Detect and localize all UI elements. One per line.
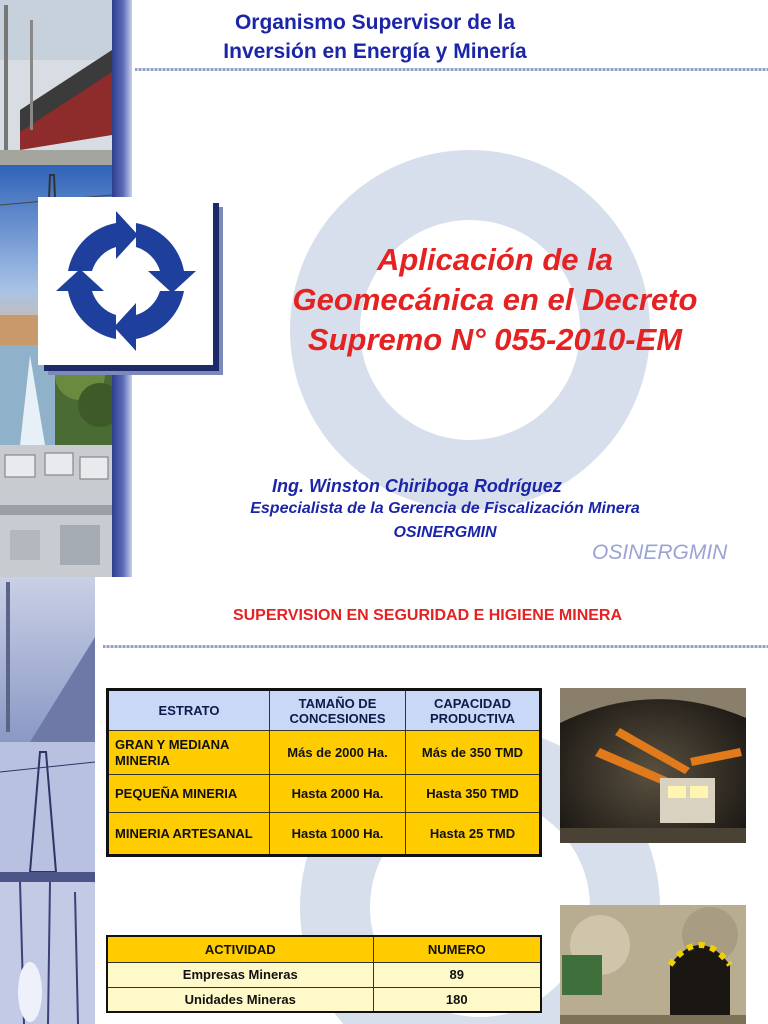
table-header-row — [108, 690, 541, 731]
table-row — [108, 731, 541, 775]
table-cell: Hasta 2000 Ha. — [270, 775, 406, 813]
column-header: TAMAÑO DE CONCESIONES — [270, 690, 406, 731]
column-header: CAPACIDAD PRODUCTIVA — [406, 690, 541, 731]
table-cell: Hasta 25 TMD — [406, 813, 541, 856]
slide-title: SUPERVISION EN SEGURIDAD E HIGIENE MINERA — [232, 607, 623, 624]
activity-table — [106, 935, 542, 1013]
circular-arrows-logo-icon — [38, 197, 213, 365]
trees-photo — [0, 882, 95, 1024]
table-cell: Empresas Mineras — [107, 962, 373, 987]
author-organization: OSINERGMIN — [393, 524, 497, 541]
author-role: Especialista de la Gerencia de Fiscalización Minera — [250, 500, 640, 517]
table-cell: Hasta 350 TMD — [406, 775, 541, 813]
office-photo — [0, 445, 112, 577]
header-divider — [135, 68, 768, 71]
column-header: ACTIVIDAD — [107, 936, 373, 962]
table-cell: Más de 2000 Ha. — [270, 731, 406, 775]
table-cell: Más de 350 TMD — [406, 731, 541, 775]
mining-drill-photo — [560, 688, 746, 843]
osinergmin-logo — [38, 197, 213, 365]
column-header: ESTRATO — [108, 690, 270, 731]
table-cell: Hasta 1000 Ha. — [270, 813, 406, 856]
port-photo — [0, 0, 112, 165]
watermark-label: OSINERGMIN — [592, 541, 728, 564]
tower-photo — [0, 742, 95, 882]
title-line-3: Supremo N° 055-2010-EM — [307, 322, 683, 357]
left-photo-strip — [0, 577, 95, 1024]
presentation-title — [250, 240, 740, 360]
table-row — [107, 987, 541, 1012]
title-line-1: Aplicación de la — [376, 242, 613, 277]
supervision-slide — [0, 577, 768, 1024]
table-header-row — [107, 936, 541, 962]
table-row — [108, 775, 541, 813]
author-name: Ing. Winston Chiriboga Rodríguez — [272, 476, 562, 496]
table-row — [108, 813, 541, 856]
org-title-line-2: Inversión en Energía y Minería — [223, 40, 527, 63]
table-row — [107, 962, 541, 987]
title-divider — [103, 645, 768, 648]
table-cell: 89 — [373, 962, 541, 987]
title-line-2: Geomecánica en el Decreto — [292, 282, 698, 317]
strata-table — [106, 688, 542, 857]
table-cell: Unidades Mineras — [107, 987, 373, 1012]
table-cell: 180 — [373, 987, 541, 1012]
organization-title — [140, 8, 610, 66]
industrial-photo — [0, 577, 95, 742]
table-cell: PEQUEÑA MINERIA — [108, 775, 270, 813]
table-cell: GRAN Y MEDIANA MINERIA — [108, 731, 270, 775]
table-cell: MINERIA ARTESANAL — [108, 813, 270, 856]
org-title-line-1: Organismo Supervisor de la — [234, 11, 516, 34]
column-header: NUMERO — [373, 936, 541, 962]
artisanal-mine-photo — [560, 905, 746, 1024]
